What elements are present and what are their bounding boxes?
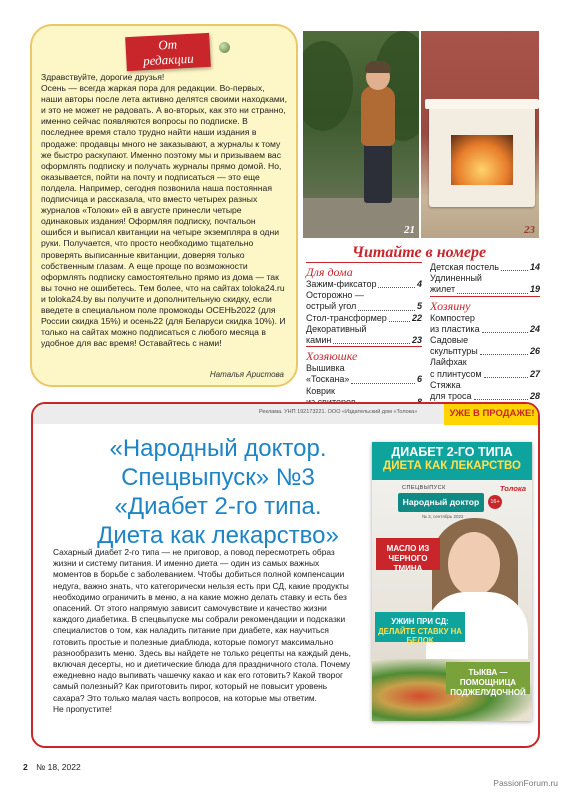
dot-leader <box>457 293 528 294</box>
contents-item-text: Коврик <box>306 385 335 396</box>
letter-signature: Наталья Аристова <box>209 370 284 379</box>
badge-line: редакции <box>142 50 195 69</box>
contents-item-page: 24 <box>529 323 540 334</box>
contents-item-page: 19 <box>529 284 540 295</box>
fireplace-fire <box>451 135 513 185</box>
contents-item-title: жилет <box>430 284 456 295</box>
contents-item <box>430 346 540 357</box>
photo-page-number: 23 <box>524 224 535 236</box>
dot-leader <box>480 354 528 355</box>
photo-page-number: 21 <box>404 224 415 236</box>
contents-item-text: Вышивка <box>306 363 345 374</box>
dot-leader <box>482 332 528 333</box>
dot-leader <box>333 343 410 344</box>
bush-shape <box>303 41 353 131</box>
contents-item-text: Лайфхак <box>430 357 467 368</box>
cover-tag-line: УЖИН ПРИ СД: <box>391 617 449 626</box>
issue-number: № 18, 2022 <box>36 762 81 772</box>
fireplace-mantel <box>425 99 539 109</box>
cover-age-badge: 16+ <box>488 495 502 509</box>
editorial-badge <box>125 33 211 71</box>
contents-item-page: 4 <box>416 279 422 289</box>
contents-column-left <box>306 262 422 408</box>
contents-item-page: 14 <box>529 262 540 272</box>
cover-special: СПЕЦВЫПУСК <box>402 485 446 491</box>
contents-item-page: 28 <box>529 391 540 402</box>
cover-magazine-title: Народный доктор <box>398 493 484 512</box>
cover-issue: № 3, сентябрь 2022 <box>422 514 464 519</box>
contents-section-heading: Хозяюшке <box>306 349 358 364</box>
contents-title: Читайте в номере <box>352 244 487 261</box>
badge-line: От <box>157 36 178 53</box>
contents-item-title: Стол-трансформер <box>306 312 387 323</box>
contents-section-heading: Для дома <box>306 265 353 279</box>
dot-leader <box>378 287 415 288</box>
contents-item-title: для троса <box>430 391 472 402</box>
contents-item-title: острый угол <box>306 301 357 312</box>
contents-item-page: 22 <box>411 312 422 323</box>
kid-sweater <box>361 86 395 146</box>
cover-tag: МАСЛО ИЗ ЧЕРНОГО ТМИНА <box>376 538 440 570</box>
ad-body-text: Сахарный диабет 2-го типа — не приговор, а повод пересмотреть образ жизни и систему питания. И именно диета — один из самых важных моментов в борьбе с заболеванием. Чтобы добиться полной компенсации недуга, важно знать, что категорически нельзя есть при СД, какие продукты необходимо ограничить в меню, а на какие можно делать ставку и есть без опасений. От этого напрямую зависит самочувствие и качество жизни каждого диабетика. В спецвыпуске мы собрали рекомендации и подсказки специалистов о том, как наладить питание при диабете, как научиться готовить простые и полезные диаблюда, которые помогут максимально разнообразить меню. Здесь вы найдете не только рецепты на каждый день, включая десерты, но и диетические блюда для праздничного стола. Почему ежедневно надо выпивать чашечку какао и как его готовить? Какой творог самый полезный? Как приготовить пирог, который не повысит уровень сахара? Это только малая часть вопросов, на которые мы ответим. <box>53 547 351 703</box>
contents-item-text: Компостер <box>430 312 475 323</box>
dot-leader <box>351 383 415 384</box>
cover-woman-face <box>448 532 500 596</box>
contents-item-title: Детская постель <box>430 262 499 272</box>
dot-leader <box>358 310 415 311</box>
cover-band-line: ДИАБЕТ 2-ГО ТИПА <box>391 445 513 459</box>
ad-title-line: Спецвыпуск» №3 <box>121 464 315 491</box>
ad-closing: Не пропустите! <box>53 703 112 714</box>
dot-leader <box>501 270 528 271</box>
contents-section-heading: Хозяину <box>430 298 471 313</box>
on-sale-badge: УЖЕ В ПРОДАЖЕ! <box>444 403 540 425</box>
contents-item <box>430 284 540 295</box>
cover-band-line: ДИЕТА КАК ЛЕКАРСТВО <box>383 460 521 472</box>
contents-item-text: Удлиненный <box>430 273 482 284</box>
contents-item <box>430 262 540 273</box>
contents-item-page: 26 <box>529 346 540 357</box>
kid-legs <box>364 143 392 203</box>
contents-item-title: скульптуры <box>430 346 478 357</box>
dot-leader <box>474 399 528 400</box>
photo-fireplace <box>421 31 539 238</box>
contents-item <box>306 374 422 385</box>
ad-legal-note: Реклама. УНП 192173221. ООО «Издательский дом «Толока» <box>259 409 418 415</box>
contents-item <box>306 335 422 346</box>
contents-item-title: из пластика <box>430 323 480 334</box>
cover-brand: Толока <box>499 484 526 493</box>
pin-icon <box>219 42 230 53</box>
photo-boy <box>303 31 419 238</box>
contents-item-text: Садовые <box>430 335 469 346</box>
contents-item-page: 6 <box>416 374 422 385</box>
cover-tag-line: ДЕЛАЙТЕ СТАВКУ НА БЕЛОК <box>378 626 462 645</box>
letter-greeting: Здравствуйте, дорогие друзья! <box>41 72 165 82</box>
ad-title-line: «Диабет 2-го типа. <box>114 493 322 520</box>
ad-body <box>53 547 351 715</box>
contents-item-text: Осторожно — <box>306 290 364 301</box>
contents-item <box>306 301 422 312</box>
contents-item-page: 5 <box>416 301 422 312</box>
contents-item <box>430 391 540 402</box>
section-divider <box>430 296 540 297</box>
contents-item-page: 23 <box>411 335 422 346</box>
watermark: PassionForum.ru <box>493 778 558 788</box>
contents-item <box>430 369 540 380</box>
contents-item-title: Зажим-фиксатор <box>306 279 377 289</box>
kid-hair <box>365 61 391 73</box>
ad-block <box>31 402 540 748</box>
dot-leader <box>389 321 410 322</box>
cover-tag: ТЫКВА — ПОМОЩНИЦА ПОДЖЕЛУДОЧНОЙ <box>446 662 530 694</box>
contents-item-title: камин <box>306 335 332 346</box>
dot-leader <box>484 377 528 378</box>
contents-item <box>430 324 540 335</box>
contents-item-page: 27 <box>529 368 540 379</box>
contents-item <box>306 313 422 324</box>
contents-item-title: с плинтусом <box>430 368 482 379</box>
section-divider <box>306 346 422 347</box>
page-number: 2 <box>23 762 28 772</box>
contents-item-text: Декоративный <box>306 323 367 334</box>
magazine-cover <box>372 442 532 721</box>
cover-tag <box>375 612 465 645</box>
section-divider <box>306 262 422 263</box>
ad-title-line: «Народный доктор. <box>109 435 327 462</box>
editorial-letter <box>30 24 298 387</box>
page-footer <box>23 762 81 772</box>
letter-text <box>41 72 288 349</box>
contents-item-title: «Тоскана» <box>306 374 350 385</box>
ad-title-line: Диета как лекарство» <box>97 522 339 549</box>
path-shape <box>303 198 419 238</box>
cover-band <box>372 442 532 480</box>
ad-title <box>73 434 363 550</box>
letter-body: Осень — всегда жаркая пора для редакции. Во-первых, наши авторы после лета активно делятся своими находками, и это не может не радовать. А во-вторых, как это ни странно, именно сейчас появляются вопросы по подписке. В последнее время стало трудно найти наши издания в продаже: продавцы много не заказывают, а журналы к тому же быстро раскупают. Именно поэтому мы и призываем вас оформлять подписку и получать журналы прямо домой. Но, оказывается, пойти на почту и подписаться — это еще полдела. Например, сегодня позвонила наша постоянная подписчица и рассказала, что вместо четырех разных журналов «Толоки» ей в августе принесли четыре одинаковых издания! Оформляя подписку, почтальон ошибся и выписал квитанции на четыре экземпляра в одни руки. Получается, что просто необходимо тщательно проверять выписанные квитанции, доверяя только собственным глазам. А еще проще по возможности оформлять подписку самостоятельно прямо из дома — так вы точно не ошибетесь. Тем более, что на сайтах toloka24.ru и toloka24.by вы получите и дополнительную скидку, если введете в специальном поле промокоды ОСЕНЬ2022 (для России скидка 15%) и осень22 (для Беларуси скидка 10%). И только на сайтах можно подписаться с любого месяца в удобное для вас время! Оставайтесь с нами! <box>41 83 287 349</box>
contents-column-right <box>430 262 540 402</box>
contents-item-text: Стяжка <box>430 379 461 390</box>
contents-item <box>306 279 422 290</box>
